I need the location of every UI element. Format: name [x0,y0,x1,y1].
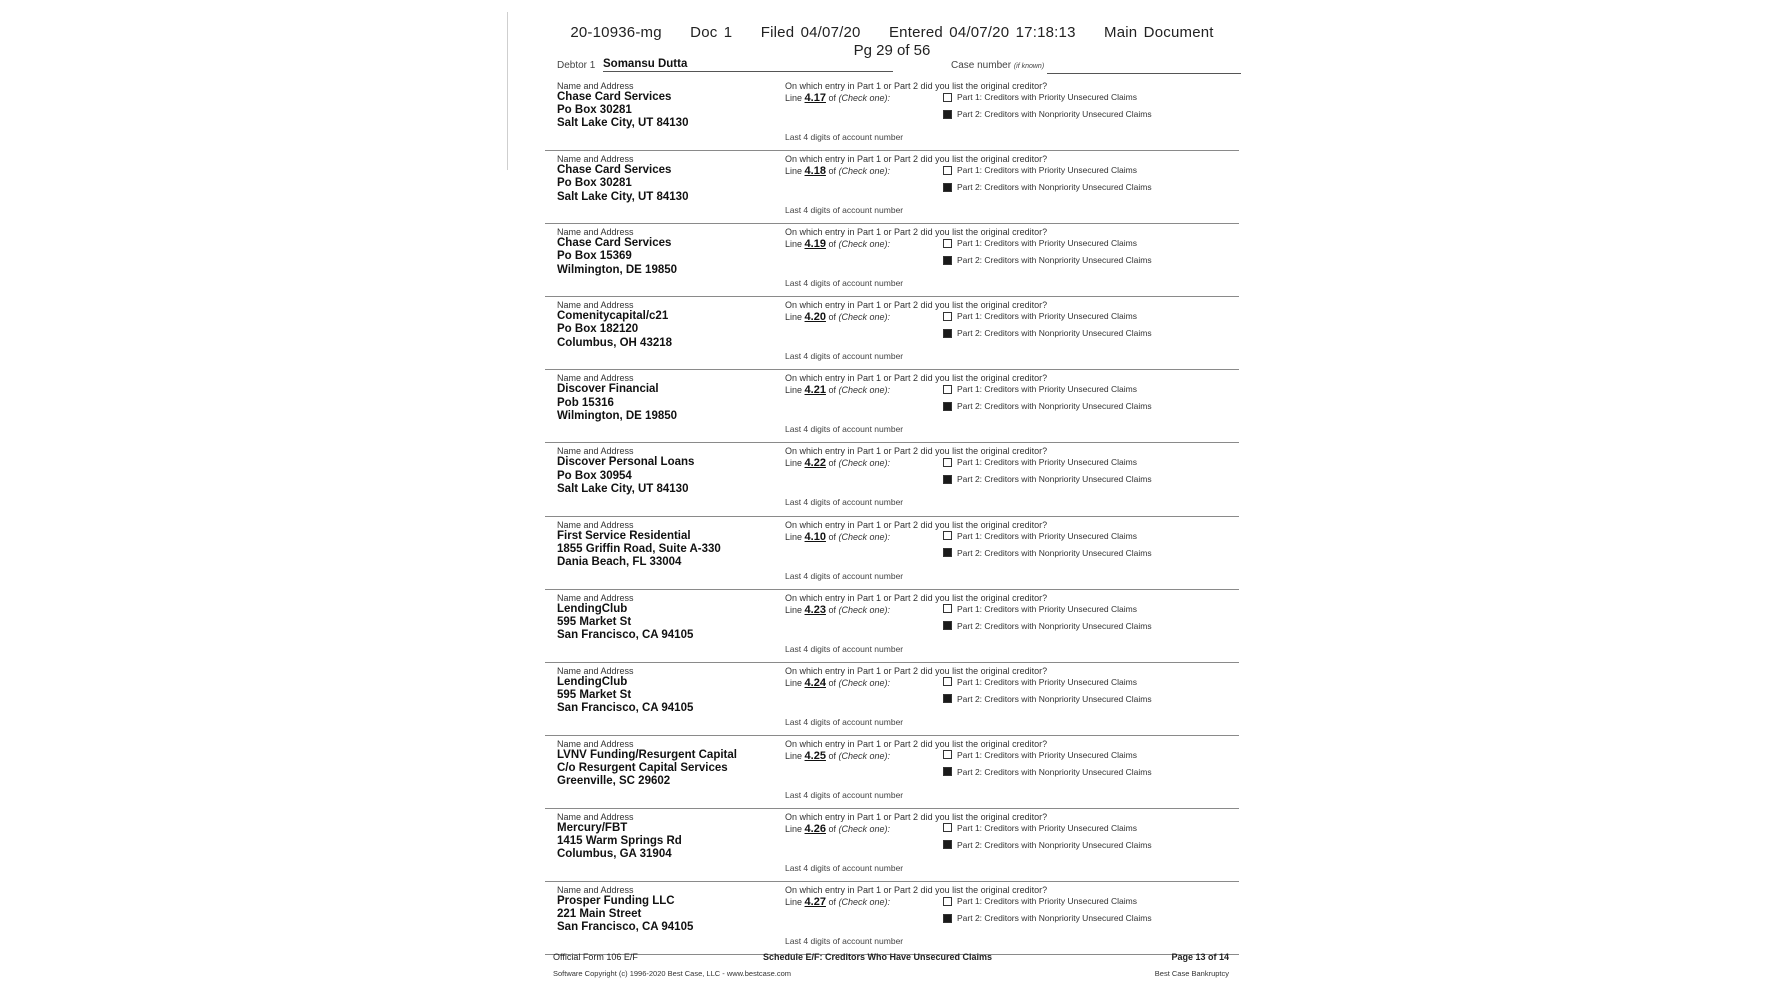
part1-checkbox[interactable] [943,897,952,906]
name-address-label: Name and Address [557,446,634,457]
creditor-entry [545,151,1239,224]
part1-option[interactable] [943,165,1137,175]
creditor-address [557,456,694,496]
part2-checkbox-checked[interactable] [943,183,952,192]
footer-page-number: Page 13 of 14 [1171,952,1229,962]
creditor-name: First Service Residential [557,529,691,542]
creditor-entry [545,443,1239,516]
part2-checkbox-checked[interactable] [943,329,952,338]
part2-checkbox-checked[interactable] [943,110,952,119]
line-number: 4.10 [804,530,826,543]
part1-label: Part 1: Creditors with Priority Unsecured Claims [957,749,1137,760]
line-reference: Line 4.26 of (Check one): [785,822,891,835]
part2-label: Part 2: Creditors with Nonpriority Unsecured Claims [957,913,1152,924]
part2-option[interactable] [943,694,1152,704]
account-digits-label: Last 4 digits of account number [785,862,904,873]
debtor-label: Debtor 1 [557,60,596,71]
form-number: Official Form 106 E/F [553,952,638,962]
main-document: Main Document [1104,24,1214,41]
filing-header [545,24,1239,41]
creditor-address-line1: Po Box 30281 [557,104,632,117]
part2-checkbox-checked[interactable] [943,402,952,411]
part1-option[interactable] [943,238,1137,248]
part1-checkbox[interactable] [943,531,952,540]
name-address-label: Name and Address [557,665,634,676]
part1-option[interactable] [943,92,1137,102]
part1-option[interactable] [943,531,1137,541]
part2-option[interactable] [943,255,1152,265]
part2-option[interactable] [943,767,1152,777]
part2-option[interactable] [943,913,1152,923]
part1-checkbox[interactable] [943,750,952,759]
original-creditor-question: On which entry in Part 1 or Part 2 did you list the original creditor? [785,373,1048,384]
line-number: 4.23 [804,603,826,616]
line-number: 4.24 [804,676,826,689]
part1-option[interactable] [943,896,1137,906]
line-number: 4.18 [804,165,826,178]
original-creditor-question: On which entry in Part 1 or Part 2 did you list the original creditor? [785,811,1048,822]
part1-checkbox[interactable] [943,239,952,248]
name-address-label: Name and Address [557,592,634,603]
account-digits-label: Last 4 digits of account number [785,132,904,142]
entered-date: Entered 04/07/20 17:18:13 [888,24,1076,41]
page-count: Pg 29 of 56 [853,42,931,59]
creditor-name: LendingClub [557,602,628,615]
creditor-name: Discover Financial [557,383,659,396]
name-address-label: Name and Address [557,519,634,530]
copyright: Software Copyright (c) 1996-2020 Best Case, LLC - www.bestcase.com [553,969,792,978]
part2-label: Part 2: Creditors with Nonpriority Unsecured Claims [957,401,1152,412]
name-address-label: Name and Address [557,227,634,238]
part1-checkbox[interactable] [943,385,952,394]
part1-checkbox[interactable] [943,604,952,613]
part2-label: Part 2: Creditors with Nonpriority Unsecured Claims [957,182,1152,193]
part2-label: Part 2: Creditors with Nonpriority Unsecured Claims [957,547,1152,558]
filed-date: Filed 04/07/20 [760,24,861,41]
part1-label: Part 1: Creditors with Priority Unsecured Claims [957,457,1137,468]
line-reference: Line 4.22 of (Check one): [785,457,891,470]
creditor-address [557,895,693,935]
original-creditor-question: On which entry in Part 1 or Part 2 did you list the original creditor? [785,300,1048,311]
creditor-address [557,603,693,643]
part2-checkbox-checked[interactable] [943,914,952,923]
original-creditor-question: On which entry in Part 1 or Part 2 did you list the original creditor? [785,592,1048,603]
doc-number: Doc 1 [690,24,733,41]
part2-label: Part 2: Creditors with Nonpriority Unsecured Claims [957,109,1152,119]
part1-label: Part 1: Creditors with Priority Unsecured Claims [957,165,1137,176]
part2-checkbox-checked[interactable] [943,621,952,630]
line-reference: Line 4.19 of (Check one): [785,238,891,251]
creditor-address-line2: San Francisco, CA 94105 [557,921,694,934]
part1-label: Part 1: Creditors with Priority Unsecured Claims [957,384,1137,395]
part2-label: Part 2: Creditors with Nonpriority Unsecured Claims [957,255,1152,266]
creditor-entry [545,370,1239,443]
schedule-title: Schedule E/F: Creditors Who Have Unsecured Claims [763,952,993,962]
part2-option[interactable] [943,474,1152,484]
creditor-entries [545,78,1239,955]
original-creditor-question: On which entry in Part 1 or Part 2 did you list the original creditor? [785,885,1048,896]
creditor-address-line2: Salt Lake City, UT 84130 [557,482,689,495]
creditor-address-line2: Salt Lake City, UT 84130 [557,190,689,203]
line-number: 4.20 [804,311,826,324]
line-number: 4.27 [804,896,826,909]
line-reference: Line 4.24 of (Check one): [785,676,891,689]
debtor-row [557,58,1239,74]
line-reference: Line 4.10 of (Check one): [785,530,891,543]
document-page [545,24,1239,980]
creditor-entry [545,590,1239,663]
original-creditor-question: On which entry in Part 1 or Part 2 did you list the original creditor? [785,738,1048,749]
name-address-label: Name and Address [557,738,634,749]
account-digits-label: Last 4 digits of account number [785,278,904,289]
creditor-address-line2: San Francisco, CA 94105 [557,629,694,642]
line-reference: Line 4.23 of (Check one): [785,603,891,616]
line-reference: Line 4.27 of (Check one): [785,896,891,909]
part2-option[interactable] [943,401,1152,411]
part1-label: Part 1: Creditors with Priority Unsecured Claims [957,676,1137,687]
creditor-address-line1: C/o Resurgent Capital Services [557,762,728,775]
line-reference: Line 4.20 of (Check one): [785,311,891,324]
creditor-address-line1: Po Box 15369 [557,250,632,263]
part1-label: Part 1: Creditors with Priority Unsecured Claims [957,896,1137,907]
part2-label: Part 2: Creditors with Nonpriority Unsecured Claims [957,693,1152,704]
part2-checkbox-checked[interactable] [943,694,952,703]
part1-label: Part 1: Creditors with Priority Unsecured Claims [957,92,1137,102]
account-digits-label: Last 4 digits of account number [785,424,904,435]
creditor-address-line1: 595 Market St [557,615,632,628]
creditor-address-line1: Po Box 30281 [557,177,632,190]
account-digits-label: Last 4 digits of account number [785,716,904,727]
creditor-address [557,822,682,862]
creditor-name: LVNV Funding/Resurgent Capital [557,748,737,761]
creditor-name: Prosper Funding LLC [557,895,675,908]
name-address-label: Name and Address [557,373,634,384]
part1-option[interactable] [943,311,1137,321]
page-edge-rule [507,12,508,170]
part2-option[interactable] [943,548,1152,558]
creditor-address [557,164,688,204]
creditor-address-line2: Columbus, GA 31904 [557,848,672,861]
creditor-address [557,237,677,277]
creditor-name: Mercury/FBT [557,821,628,834]
creditor-address-line2: Wilmington, DE 19850 [557,409,678,422]
line-reference: Line 4.21 of (Check one): [785,384,891,397]
account-digits-label: Last 4 digits of account number [785,936,904,947]
part1-checkbox[interactable] [943,823,952,832]
part1-checkbox[interactable] [943,93,952,102]
creditor-address-line2: Wilmington, DE 19850 [557,263,678,276]
line-number: 4.26 [804,822,826,835]
creditor-name: Chase Card Services [557,237,672,250]
part2-label: Part 2: Creditors with Nonpriority Unsecured Claims [957,328,1152,339]
creditor-address-line2: Salt Lake City, UT 84130 [557,117,689,130]
part1-label: Part 1: Creditors with Priority Unsecured Claims [957,311,1137,322]
part1-option[interactable] [943,677,1137,687]
creditor-entry [545,736,1239,809]
name-address-label: Name and Address [557,300,634,311]
original-creditor-question: On which entry in Part 1 or Part 2 did you list the original creditor? [785,446,1048,457]
original-creditor-question: On which entry in Part 1 or Part 2 did you list the original creditor? [785,81,1048,91]
account-digits-label: Last 4 digits of account number [785,351,904,362]
creditor-address-line1: 1415 Warm Springs Rd [557,835,682,848]
line-reference: Line 4.25 of (Check one): [785,749,891,762]
creditor-address-line1: 221 Main Street [557,908,642,921]
creditor-address [557,676,693,716]
part1-label: Part 1: Creditors with Priority Unsecured Claims [957,603,1137,614]
part1-label: Part 1: Creditors with Priority Unsecured Claims [957,238,1137,249]
part2-checkbox-checked[interactable] [943,840,952,849]
part2-label: Part 2: Creditors with Nonpriority Unsecured Claims [957,839,1152,850]
account-digits-label: Last 4 digits of account number [785,497,904,508]
creditor-entry [545,882,1239,955]
part2-option[interactable] [943,328,1152,338]
creditor-address [557,91,688,131]
part2-option[interactable] [943,182,1152,192]
part2-label: Part 2: Creditors with Nonpriority Unsecured Claims [957,620,1152,631]
part2-checkbox-checked[interactable] [943,767,952,776]
line-number: 4.19 [804,238,826,251]
part1-option[interactable] [943,384,1137,394]
line-number: 4.17 [804,92,826,104]
part1-label: Part 1: Creditors with Priority Unsecured Claims [957,530,1137,541]
creditor-address [557,749,737,789]
case-number: 20-10936-mg [570,24,662,41]
part2-checkbox-checked[interactable] [943,475,952,484]
creditor-address-line2: Dania Beach, FL 33004 [557,555,682,568]
part2-label: Part 2: Creditors with Nonpriority Unsecured Claims [957,474,1152,485]
line-reference: Line 4.18 of (Check one): [785,165,891,178]
creditor-address-line1: Po Box 182120 [557,323,639,336]
creditor-address-line1: Po Box 30954 [557,469,632,482]
part1-option[interactable] [943,750,1137,760]
original-creditor-question: On which entry in Part 1 or Part 2 did you list the original creditor? [785,154,1048,165]
part1-option[interactable] [943,823,1137,833]
part1-option[interactable] [943,457,1137,467]
part1-checkbox[interactable] [943,458,952,467]
name-address-label: Name and Address [557,885,634,896]
part2-label: Part 2: Creditors with Nonpriority Unsecured Claims [957,766,1152,777]
part2-option[interactable] [943,621,1152,631]
line-number: 4.22 [804,457,826,470]
part1-checkbox[interactable] [943,312,952,321]
creditor-entry [545,224,1239,297]
part2-checkbox-checked[interactable] [943,548,952,557]
creditor-name: Discover Personal Loans [557,456,695,469]
original-creditor-question: On which entry in Part 1 or Part 2 did you list the original creditor? [785,665,1048,676]
line-reference: Line 4.17 of (Check one): [785,92,891,104]
name-address-label: Name and Address [557,811,634,822]
part1-checkbox[interactable] [943,166,952,175]
creditor-name: LendingClub [557,675,628,688]
creditor-address-line1: Pob 15316 [557,396,614,409]
original-creditor-question: On which entry in Part 1 or Part 2 did you list the original creditor? [785,519,1048,530]
creditor-address-line2: San Francisco, CA 94105 [557,702,694,715]
original-creditor-question: On which entry in Part 1 or Part 2 did you list the original creditor? [785,227,1048,238]
account-digits-label: Last 4 digits of account number [785,789,904,800]
line-number: 4.21 [804,384,826,397]
case-hint: (if known) [1013,63,1045,70]
part1-label: Part 1: Creditors with Priority Unsecured Claims [957,822,1137,833]
account-digits-label: Last 4 digits of account number [785,570,904,581]
creditor-address-line1: 1855 Griffin Road, Suite A-330 [557,542,721,555]
account-digits-label: Last 4 digits of account number [785,205,904,216]
creditor-entry [545,663,1239,736]
account-digits-label: Last 4 digits of account number [785,643,904,654]
creditor-address-line1: 595 Market St [557,688,632,701]
creditor-entry [545,297,1239,370]
creditor-address [557,383,677,423]
name-address-label: Name and Address [557,81,634,91]
part1-checkbox[interactable] [943,677,952,686]
line-number: 4.25 [804,749,826,762]
part2-option[interactable] [943,840,1152,850]
creditor-address-line2: Columbus, OH 43218 [557,336,673,349]
part2-option[interactable] [943,109,1152,119]
name-address-label: Name and Address [557,154,634,165]
debtor-name: Somansu Dutta [603,58,893,72]
creditor-name: Comenitycapital/c21 [557,310,669,323]
creditor-address [557,310,672,350]
creditor-name: Chase Card Services [557,91,672,103]
case-number-label: Case number (if known) [951,60,1045,71]
part1-option[interactable] [943,604,1137,614]
creditor-address-line2: Greenville, SC 29602 [557,775,671,788]
part2-checkbox-checked[interactable] [943,256,952,265]
creditor-entry [545,809,1239,882]
creditor-name: Chase Card Services [557,164,672,177]
creditor-entry [545,517,1239,590]
creditor-entry [545,78,1239,151]
creditor-address [557,530,721,570]
case-number-field [1047,73,1241,74]
software-brand: Best Case Bankruptcy [1154,969,1229,978]
